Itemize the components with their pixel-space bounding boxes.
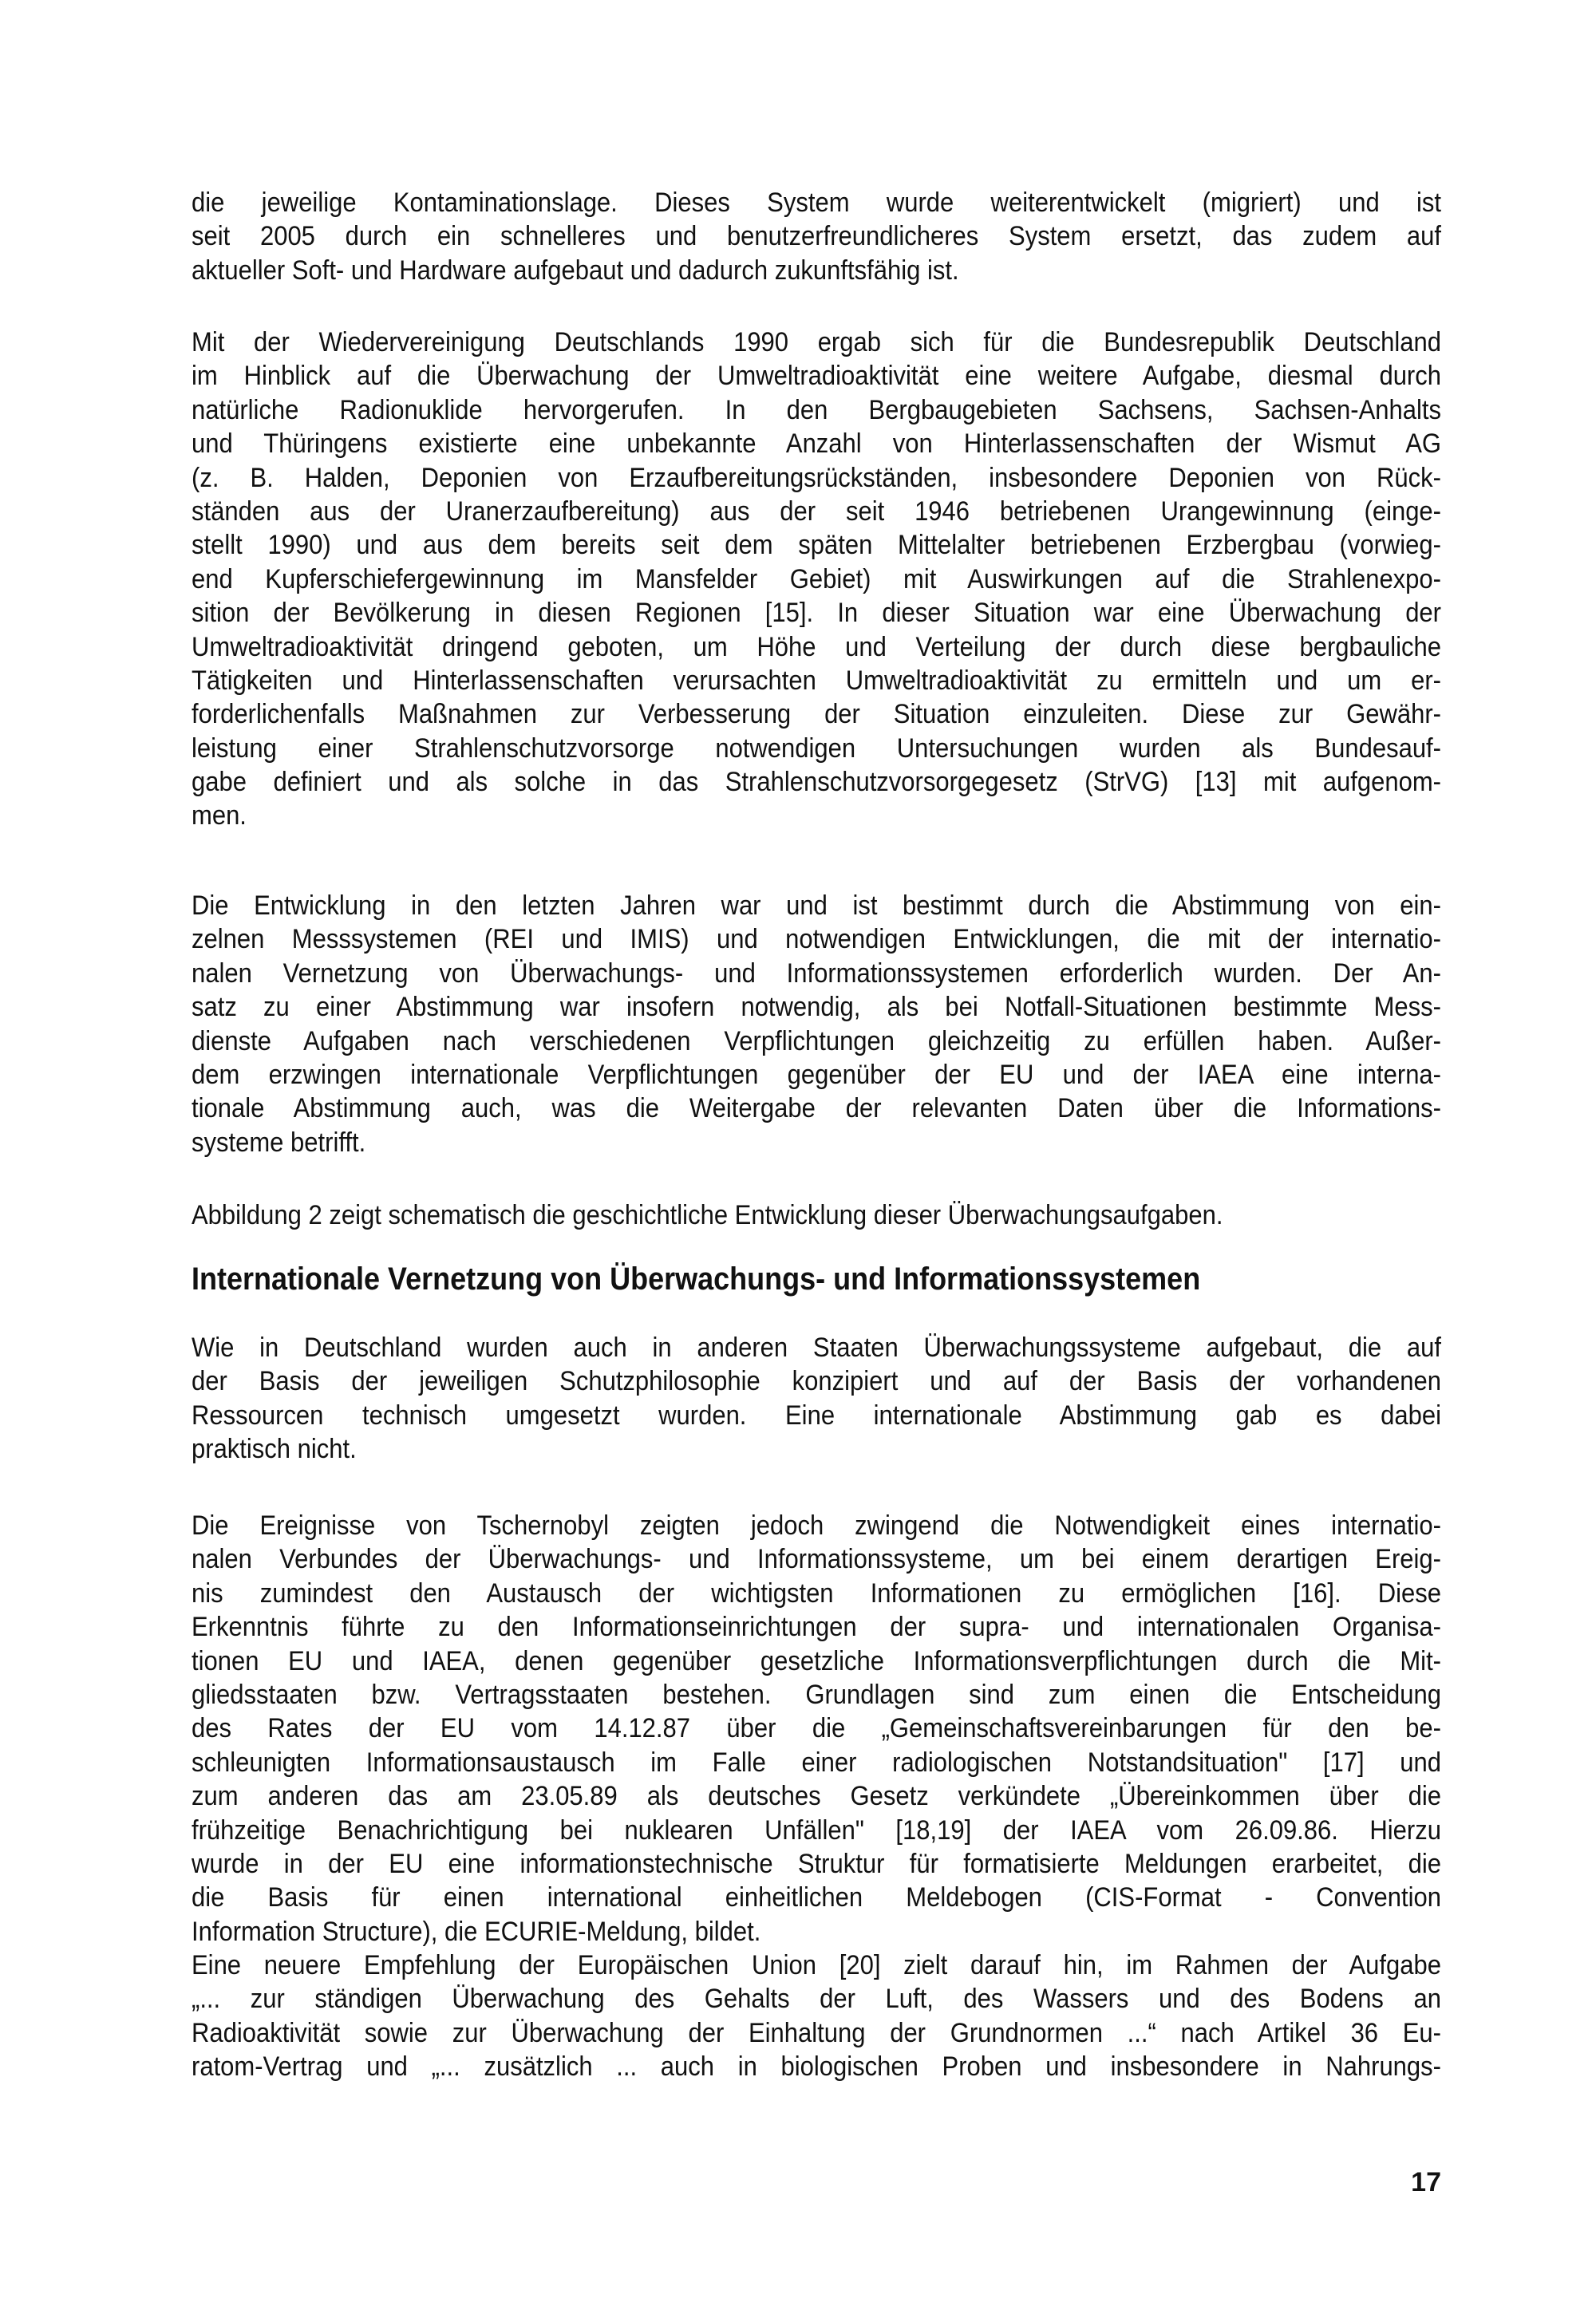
text-line: Ressourcen technisch umgesetzt wurden. Eine internationale Abstimmung gab es dabei [192,1399,1441,1431]
text-line: Information Structure), die ECURIE-Meldung, bildet. [192,1915,761,1947]
text-line: und Thüringens existierte eine unbekannte Anzahl von Hinterlassenschaften der Wismut AG [192,427,1441,460]
paragraph-1 [192,186,1441,287]
text-line: des Rates der EU vom 14.12.87 über die „Gemeinschaftsvereinbarungen für den be- [192,1712,1441,1744]
section-heading: Internationale Vernetzung von Überwachungs- und Informationssystemen [192,1260,1201,1297]
text-line: die Basis für einen international einheitlichen Meldebogen (CIS-Format - Convention [192,1881,1441,1913]
text-line: Eine neuere Empfehlung der Europäischen Union [20] zielt darauf hin, im Rahmen der Aufgabe [192,1949,1441,1981]
text-line: ständen aus der Uranerzaufbereitung) aus der seit 1946 betriebenen Urangewinnung (einge- [192,495,1441,527]
text-line: der Basis der jeweiligen Schutzphilosophie konzipiert und auf der Basis der vorhandenen [192,1365,1441,1397]
text-line: dienste Aufgaben nach verschiedenen Verpflichtungen gleichzeitig zu erfüllen haben. Außer- [192,1025,1441,1056]
page-number: 17 [1411,2167,1441,2197]
text-line: wurde in der EU eine informationstechnische Struktur für formatisierte Meldungen erarbeitet, die [192,1847,1441,1879]
text-line: seit 2005 durch ein schnelleres und benutzerfreundlicheres System ersetzt, das zudem auf [192,220,1441,252]
text-line: Mit der Wiedervereinigung Deutschlands 1990 ergab sich für die Bundesrepublik Deutschland [192,326,1441,358]
text-line: forderlichenfalls Maßnahmen zur Verbesserung der Situation einzuleiten. Diese zur Gewähr- [192,698,1441,730]
text-line: „... zur ständigen Überwachung des Gehalts der Luft, des Wassers und des Bodens an [192,1983,1441,2015]
text-line: zelnen Messsystemen (REI und IMIS) und notwendigen Entwicklungen, die mit der internatio- [192,923,1441,955]
text-line: tionen EU und IAEA, denen gegenüber gesetzliche Informationsverpflichtungen durch die Mit- [192,1645,1441,1676]
text-line: im Hinblick auf die Überwachung der Umweltradioaktivität eine weitere Aufgabe, diesmal durch [192,360,1441,392]
text-line: leistung einer Strahlenschutzvorsorge notwendigen Untersuchungen wurden als Bundesauf- [192,732,1441,764]
text-line: dem erzwingen internationale Verpflichtungen gegenüber der EU und der IAEA eine interna- [192,1058,1441,1090]
text-line: Radioaktivität sowie zur Überwachung der Einhaltung der Grundnormen ...“ nach Artikel 36 Eu- [192,2016,1441,2048]
text-line: frühzeitige Benachrichtigung bei nuklearen Unfällen" [18,19] der IAEA vom 26.09.86. Hierzu [192,1814,1441,1846]
text-line: Die Ereignisse von Tschernobyl zeigten jedoch zwingend die Notwendigkeit eines internatio- [192,1509,1441,1542]
paragraph-4 [192,1198,1441,1232]
paragraph-3 [192,889,1441,1159]
text-line: praktisch nicht. [192,1432,357,1465]
text-line: tionale Abstimmung auch, was die Weitergabe der relevanten Daten über die Informations- [192,1092,1441,1124]
text-line: gliedsstaaten bzw. Vertragsstaaten bestehen. Grundlagen sind zum einen die Entscheidung [192,1678,1441,1710]
text-line: schleunigten Informationsaustausch im Falle einer radiologischen Notstandsituation" [17] und [192,1746,1441,1778]
text-line: Wie in Deutschland wurden auch in anderen Staaten Überwachungssysteme aufgebaut, die auf [192,1331,1441,1364]
text-line: Abbildung 2 zeigt schematisch die geschichtliche Entwicklung dieser Überwachungsaufgaben. [192,1198,1223,1231]
text-line: (z. B. Halden, Deponien von Erzaufbereitungsrückständen, insbesondere Deponien von Rück- [192,461,1441,493]
paragraph-5 [192,1331,1441,1467]
paragraph-6 [192,1509,1441,2084]
text-line: nalen Verbundes der Überwachungs- und Informationssysteme, um bei einem derartigen Ereig- [192,1543,1441,1575]
text-line: nis zumindest den Austausch der wichtigsten Informationen zu ermöglichen [16]. Diese [192,1577,1441,1609]
paragraph-2 [192,326,1441,833]
text-line: Die Entwicklung in den letzten Jahren war und ist bestimmt durch die Abstimmung von ein- [192,889,1441,922]
text-line: aktueller Soft- und Hardware aufgebaut und dadurch zukunftsfähig ist. [192,254,959,286]
text-line: sition der Bevölkerung in diesen Regionen [15]. In dieser Situation war eine Überwachung der [192,596,1441,629]
text-line: ratom-Vertrag und „... zusätzlich ... auch in biologischen Proben und insbesondere in Nahrungs- [192,2051,1441,2083]
text-line: Umweltradioaktivität dringend geboten, um Höhe und Verteilung der durch diese bergbauliche [192,630,1441,662]
text-line: die jeweilige Kontaminationslage. Dieses System wurde weiterentwickelt (migriert) und ist [192,186,1441,219]
text-line: natürliche Radionuklide hervorgerufen. In den Bergbaugebieten Sachsens, Sachsen-Anhalts [192,393,1441,425]
text-line: men. [192,800,247,831]
text-line: Tätigkeiten und Hinterlassenschaften verursachten Umweltradioaktivität zu ermitteln und um er- [192,664,1441,696]
text-line: zum anderen das am 23.05.89 als deutsches Gesetz verkündete „Übereinkommen über die [192,1779,1441,1812]
text-line: end Kupferschiefergewinnung im Mansfelder Gebiet) mit Auswirkungen auf die Strahlenexpo- [192,563,1441,594]
text-line: systeme betrifft. [192,1126,366,1158]
text-line: gabe definiert und als solche in das Strahlenschutzvorsorgegesetz (StrVG) [13] mit aufgenom- [192,765,1441,798]
text-line: stellt 1990) und aus dem bereits seit dem späten Mittelalter betriebenen Erzbergbau (vorwieg- [192,529,1441,561]
text-line: nalen Vernetzung von Überwachungs- und Informationssystemen erforderlich wurden. Der An- [192,957,1441,989]
text-line: satz zu einer Abstimmung war insofern notwendig, als bei Notfall-Situationen bestimmte Mess- [192,990,1441,1023]
text-line: Erkenntnis führte zu den Informationseinrichtungen der supra- und internationalen Organisa- [192,1610,1441,1643]
